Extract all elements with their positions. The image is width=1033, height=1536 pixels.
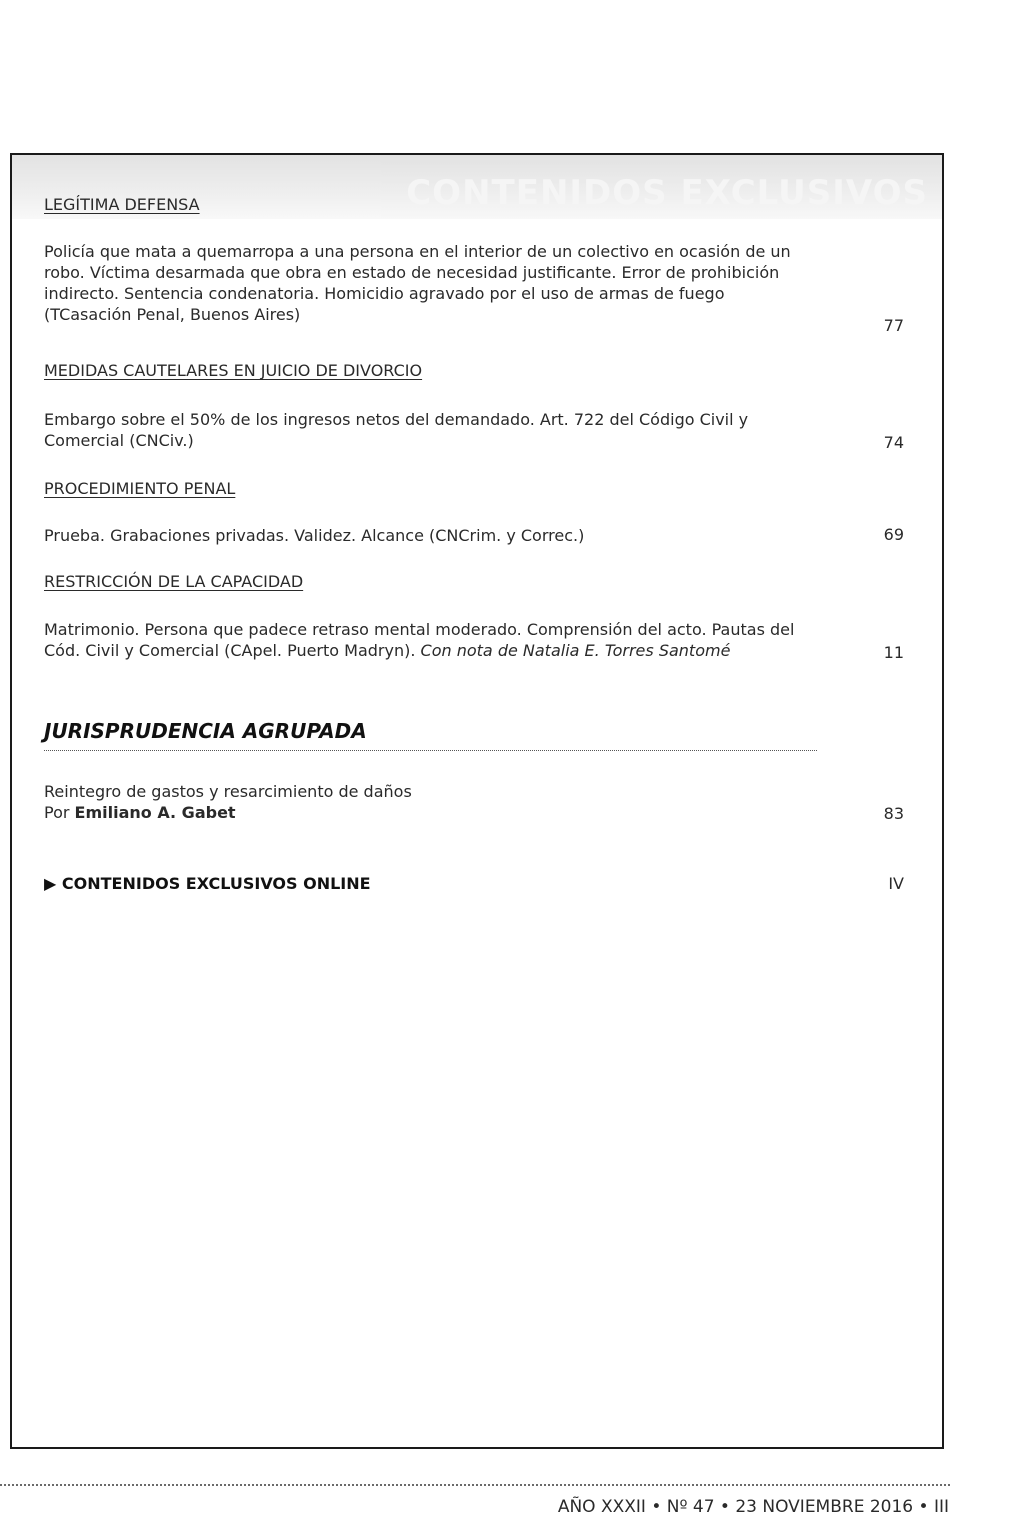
grouped-item-title: Reintegro de gastos y resarcimiento de daños [44,782,412,801]
grouped-item [44,781,814,823]
online-content-link[interactable] [44,874,371,893]
section-heading-medidas-cautelares: MEDIDAS CAUTELARES EN JUICIO DE DIVORCIO [44,361,423,380]
author-name: Emiliano A. Gabet [74,803,236,822]
page-number: 11 [883,643,904,662]
section-entry-text: Policía que mata a quemarropa a una persona en el interior de un colectivo en ocasión de un robo. Víctima desarmada que obra en estado de necesidad justificante. Error de prohibición indirecto. Sentencia condenatoria. Homicidio agravado por el uso de armas de fuego (TCasación Penal, Buenos Aires) [44,242,791,324]
online-label: CONTENIDOS EXCLUSIVOS ONLINE [61,874,371,893]
grouped-item-byline [44,802,814,823]
footer-issue-info: AÑO XXXII • Nº 47 • 23 NOVIEMBRE 2016 • III [557,1497,949,1517]
footer-divider [0,1484,950,1486]
play-arrow-icon: ▶ [44,874,57,893]
page-number: 69 [883,525,904,544]
author-prefix: Por [44,803,70,822]
page-number: 77 [883,316,904,335]
page-number: 74 [883,433,904,452]
section-heading-restriccion-capacidad: RESTRICCIÓN DE LA CAPACIDAD [44,572,304,591]
content-frame [10,153,944,1449]
page-number: 83 [883,804,904,823]
section-heading-legitima-defensa: LEGÍTIMA DEFENSA [44,195,200,214]
group-title: JURISPRUDENCIA AGRUPADA [44,719,367,743]
section-entry-text [44,619,814,661]
ghost-header-title: CONTENIDOS EXCLUSIVOS [406,173,928,213]
section-entry-text: Embargo sobre el 50% de los ingresos netos del demandado. Art. 722 del Código Civil y Comercial (CNCiv.) [44,410,749,450]
group-divider [44,750,817,751]
section-heading-procedimiento-penal: PROCEDIMIENTO PENAL [44,479,236,498]
section-entry-text: Prueba. Grabaciones privadas. Validez. Alcance (CNCrim. y Correc.) [44,526,585,545]
entry-body: Matrimonio. Persona que padece retraso mental moderado. Comprensión del acto. Pautas del Cód. Civil y Comercial (CApel. Puerto Madryn). [44,620,795,660]
page-number: IV [888,874,904,893]
entry-note: Con nota de Natalia E. Torres Santomé [420,641,731,660]
